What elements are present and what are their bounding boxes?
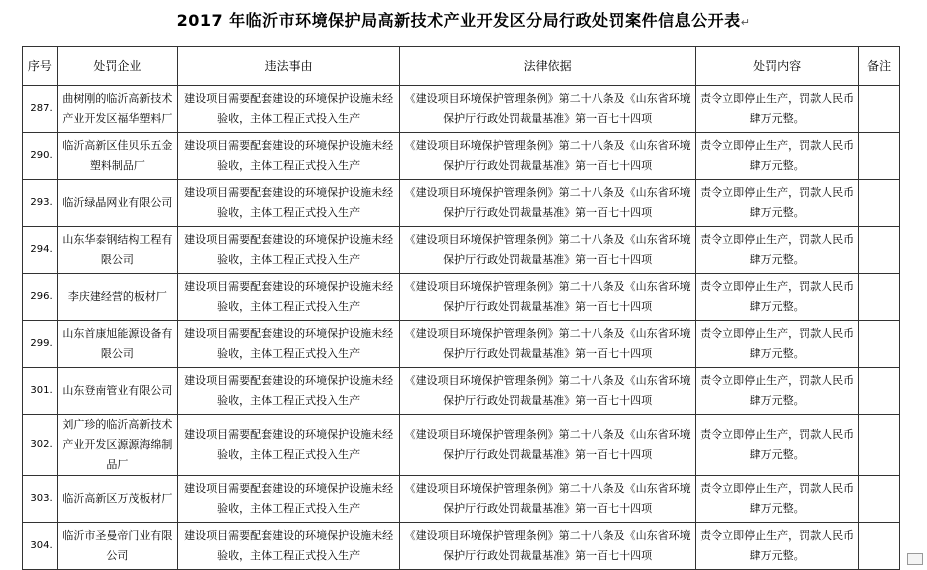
cell-violation: 建设项目需要配套建设的环境保护设施未经验收，主体工程正式投入生产 — [178, 133, 400, 180]
table-row — [23, 86, 900, 133]
cell-content: 责令立即停止生产，罚款人民币肆万元整。 — [696, 133, 859, 180]
cell-seq: 290. — [23, 133, 58, 180]
cell-note — [859, 227, 900, 274]
table-row — [23, 476, 900, 523]
header-company: 处罚企业 — [57, 47, 177, 86]
cell-company: 山东华泰钢结构工程有限公司 — [57, 227, 177, 274]
cell-law: 《建设项目环境保护管理条例》第二十八条及《山东省环境保护厅行政处罚裁量基准》第一百七十四项 — [400, 368, 696, 415]
cell-note — [859, 368, 900, 415]
header-violation: 违法事由 — [178, 47, 400, 86]
cell-law: 《建设项目环境保护管理条例》第二十八条及《山东省环境保护厅行政处罚裁量基准》第一百七十四项 — [400, 274, 696, 321]
cell-law: 《建设项目环境保护管理条例》第二十八条及《山东省环境保护厅行政处罚裁量基准》第一百七十四项 — [400, 321, 696, 368]
cell-content: 责令立即停止生产，罚款人民币肆万元整。 — [696, 86, 859, 133]
cell-content: 责令立即停止生产，罚款人民币肆万元整。 — [696, 523, 859, 570]
cell-violation: 建设项目需要配套建设的环境保护设施未经验收，主体工程正式投入生产 — [178, 180, 400, 227]
table-header-row — [23, 47, 900, 86]
header-content: 处罚内容 — [696, 47, 859, 86]
cell-note — [859, 86, 900, 133]
cell-law: 《建设项目环境保护管理条例》第二十八条及《山东省环境保护厅行政处罚裁量基准》第一百七十四项 — [400, 476, 696, 523]
page-title — [0, 8, 927, 31]
cell-seq: 293. — [23, 180, 58, 227]
cell-content: 责令立即停止生产，罚款人民币肆万元整。 — [696, 274, 859, 321]
cell-company: 曲树刚的临沂高新技术产业开发区福华塑料厂 — [57, 86, 177, 133]
penalty-table — [22, 46, 900, 570]
cell-note — [859, 274, 900, 321]
cell-seq: 296. — [23, 274, 58, 321]
table-row — [23, 523, 900, 570]
cell-content: 责令立即停止生产，罚款人民币肆万元整。 — [696, 180, 859, 227]
table-row — [23, 415, 900, 476]
table-row — [23, 368, 900, 415]
cell-law: 《建设项目环境保护管理条例》第二十八条及《山东省环境保护厅行政处罚裁量基准》第一百七十四项 — [400, 415, 696, 476]
cell-content: 责令立即停止生产，罚款人民币肆万元整。 — [696, 321, 859, 368]
cell-law: 《建设项目环境保护管理条例》第二十八条及《山东省环境保护厅行政处罚裁量基准》第一百七十四项 — [400, 180, 696, 227]
cell-seq: 294. — [23, 227, 58, 274]
cell-seq: 303. — [23, 476, 58, 523]
table-row — [23, 133, 900, 180]
header-law: 法律依据 — [400, 47, 696, 86]
cell-note — [859, 133, 900, 180]
cell-company: 山东登南管业有限公司 — [57, 368, 177, 415]
cell-company: 临沂高新区万茂板材厂 — [57, 476, 177, 523]
title-text: 2017 年临沂市环境保护局高新技术产业开发区分局行政处罚案件信息公开表 — [176, 11, 741, 30]
cell-seq: 302. — [23, 415, 58, 476]
cell-law: 《建设项目环境保护管理条例》第二十八条及《山东省环境保护厅行政处罚裁量基准》第一百七十四项 — [400, 86, 696, 133]
cell-seq: 287. — [23, 86, 58, 133]
cell-violation: 建设项目需要配套建设的环境保护设施未经验收，主体工程正式投入生产 — [178, 476, 400, 523]
cell-seq: 299. — [23, 321, 58, 368]
cell-law: 《建设项目环境保护管理条例》第二十八条及《山东省环境保护厅行政处罚裁量基准》第一百七十四项 — [400, 227, 696, 274]
cell-company: 临沂市圣曼帝门业有限公司 — [57, 523, 177, 570]
cell-note — [859, 476, 900, 523]
cell-company: 山东首康旭能源设备有限公司 — [57, 321, 177, 368]
cell-violation: 建设项目需要配套建设的环境保护设施未经验收，主体工程正式投入生产 — [178, 86, 400, 133]
cell-violation: 建设项目需要配套建设的环境保护设施未经验收，主体工程正式投入生产 — [178, 368, 400, 415]
table-row — [23, 321, 900, 368]
cell-company: 刘广珍的临沂高新技术产业开发区源源海绵制品厂 — [57, 415, 177, 476]
cell-violation: 建设项目需要配套建设的环境保护设施未经验收，主体工程正式投入生产 — [178, 321, 400, 368]
table-row — [23, 180, 900, 227]
cell-content: 责令立即停止生产，罚款人民币肆万元整。 — [696, 415, 859, 476]
cell-company: 李庆建经营的板材厂 — [57, 274, 177, 321]
header-seq: 序号 — [23, 47, 58, 86]
cell-violation: 建设项目需要配套建设的环境保护设施未经验收，主体工程正式投入生产 — [178, 523, 400, 570]
cell-content: 责令立即停止生产，罚款人民币肆万元整。 — [696, 227, 859, 274]
resize-handle-icon[interactable] — [907, 553, 923, 565]
cell-violation: 建设项目需要配套建设的环境保护设施未经验收，主体工程正式投入生产 — [178, 415, 400, 476]
cell-note — [859, 523, 900, 570]
cell-law: 《建设项目环境保护管理条例》第二十八条及《山东省环境保护厅行政处罚裁量基准》第一百七十四项 — [400, 133, 696, 180]
cell-content: 责令立即停止生产，罚款人民币肆万元整。 — [696, 476, 859, 523]
cell-company: 临沂绿晶网业有限公司 — [57, 180, 177, 227]
paragraph-mark-icon: ↵ — [740, 16, 751, 29]
cell-content: 责令立即停止生产，罚款人民币肆万元整。 — [696, 368, 859, 415]
header-note: 备注 — [859, 47, 900, 86]
cell-law: 《建设项目环境保护管理条例》第二十八条及《山东省环境保护厅行政处罚裁量基准》第一百七十四项 — [400, 523, 696, 570]
table-row — [23, 227, 900, 274]
cell-seq: 304. — [23, 523, 58, 570]
cell-note — [859, 415, 900, 476]
cell-note — [859, 180, 900, 227]
cell-note — [859, 321, 900, 368]
cell-violation: 建设项目需要配套建设的环境保护设施未经验收，主体工程正式投入生产 — [178, 227, 400, 274]
table-row — [23, 274, 900, 321]
cell-company: 临沂高新区佳贝乐五金塑料制品厂 — [57, 133, 177, 180]
cell-violation: 建设项目需要配套建设的环境保护设施未经验收，主体工程正式投入生产 — [178, 274, 400, 321]
cell-seq: 301. — [23, 368, 58, 415]
